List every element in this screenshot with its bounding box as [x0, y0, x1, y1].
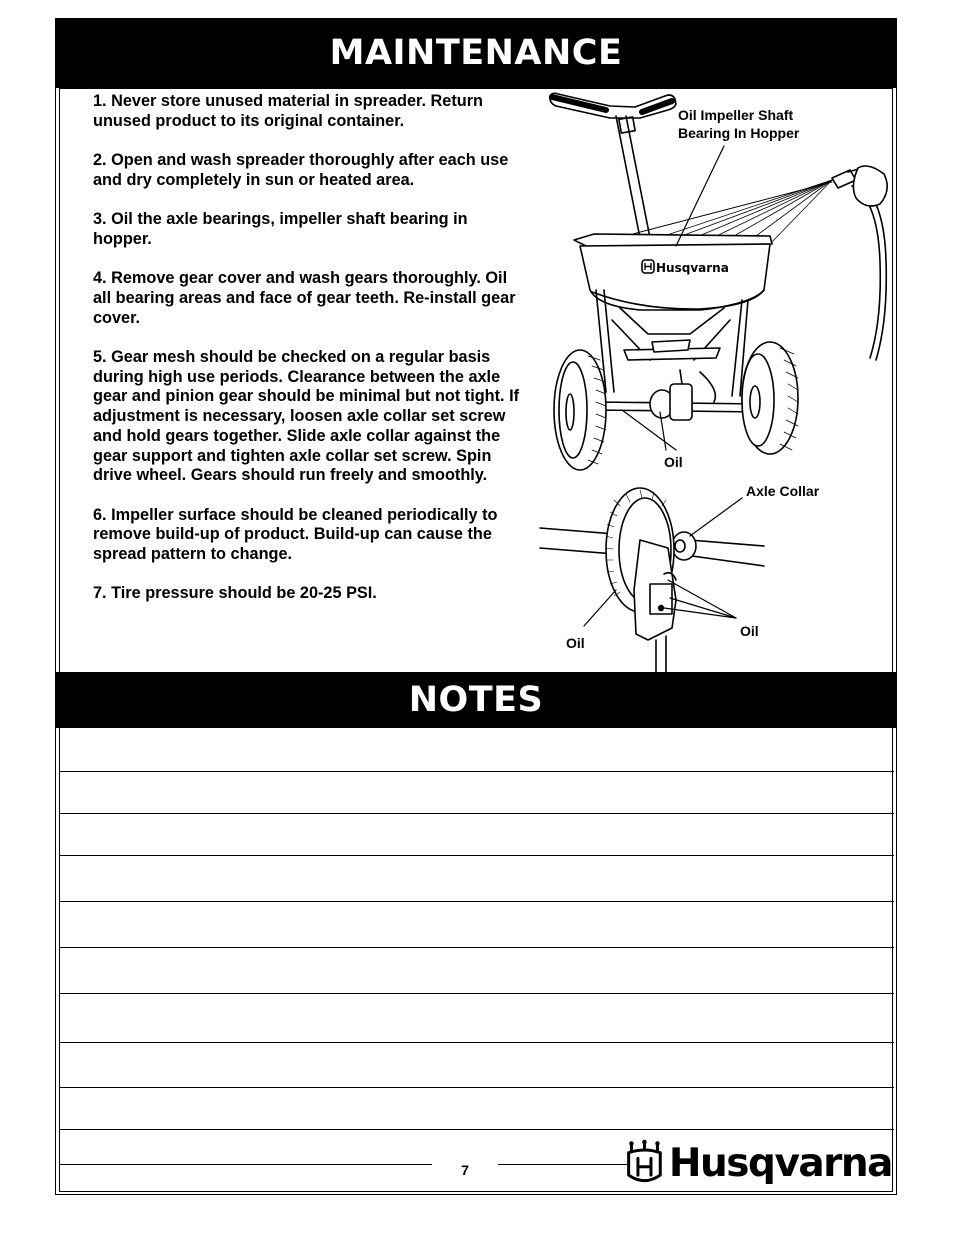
note-line	[60, 1042, 894, 1043]
logo-wordmark: Husqvarna	[668, 1140, 892, 1186]
note-line	[60, 901, 894, 902]
callout-impeller-shaft	[678, 106, 799, 142]
callout-oil-axle: Oil	[664, 454, 683, 470]
callout-impeller-line2: Bearing In Hopper	[678, 125, 800, 141]
note-line	[60, 855, 894, 856]
maintenance-step: 6. Impeller surface should be cleaned periodically to remove build-up of product. Build-up can cause the spread pattern to change.	[93, 505, 498, 564]
notes-banner	[55, 672, 897, 728]
note-line	[60, 1087, 894, 1088]
maintenance-step: 2. Open and wash spreader thoroughly after each use and dry completely in sun or heated area.	[93, 151, 509, 189]
maintenance-step: 3. Oil the axle bearings, impeller shaft bearing in hopper.	[93, 210, 468, 248]
maintenance-step: 5. Gear mesh should be checked on a regular basis during high use periods. Clearance between the axle gear and pinion gear should be minimal but not tight. If adjustment is necessary, loosen axle collar set screw and hold gears together. Slide axle collar against the gear support and tighten axle collar set screw. Spin drive wheel. Gears should run freely and smoothly.	[93, 348, 520, 485]
husqvarna-logo	[624, 1137, 892, 1189]
note-line	[60, 813, 894, 814]
callout-oil-gear-right: Oil	[740, 623, 759, 639]
callout-axle-collar: Axle Collar	[746, 483, 820, 499]
maintenance-banner	[55, 18, 897, 88]
note-line	[60, 947, 894, 948]
note-line	[60, 993, 894, 994]
hopper-brand-logo	[642, 260, 729, 275]
maintenance-title: MAINTENANCE	[329, 33, 623, 73]
note-line	[60, 1129, 894, 1130]
notes-title: NOTES	[408, 680, 544, 720]
maintenance-step: 4. Remove gear cover and wash gears thoroughly. Oil all bearing areas and face of gear teeth. Re-install gear cover.	[93, 269, 516, 327]
spreader-illustration	[536, 90, 894, 672]
crown-h-icon	[624, 1138, 665, 1188]
footer-rule-right	[498, 1164, 628, 1165]
maintenance-step: 1. Never store unused material in spreader. Return unused product to its original container.	[93, 92, 483, 130]
note-line	[60, 771, 894, 772]
page-number: 7	[461, 1162, 469, 1178]
callout-oil-gear-left: Oil	[566, 635, 585, 651]
callout-impeller-line1: Oil Impeller Shaft	[678, 107, 794, 123]
maintenance-step: 7. Tire pressure should be 20-25 PSI.	[93, 584, 377, 603]
hopper-brand-text: Husqvarna	[656, 261, 729, 275]
footer-rule-left	[60, 1164, 432, 1165]
maintenance-steps	[93, 92, 525, 624]
